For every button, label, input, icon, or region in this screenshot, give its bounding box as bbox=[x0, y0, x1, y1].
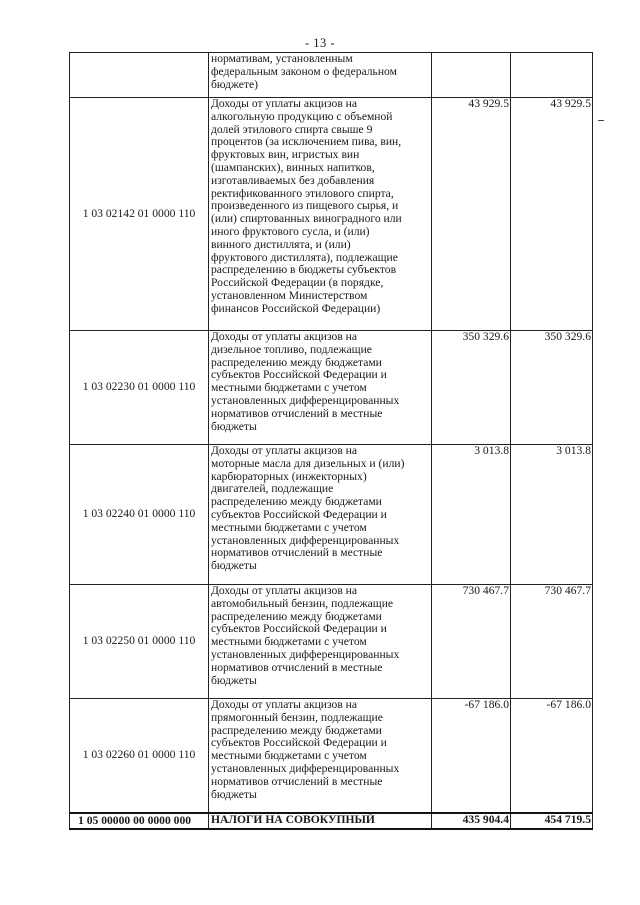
description-cell bbox=[209, 98, 432, 331]
description-line: (шампанских), винных напитков, bbox=[211, 160, 375, 174]
description-line: карбюраторных (инжекторных) bbox=[211, 469, 367, 483]
description-line: распределению между бюджетами bbox=[211, 723, 382, 737]
description-line: винного дистиллята, и (или) bbox=[211, 237, 351, 251]
kbk-code-cell: 1 03 02260 01 0000 110 bbox=[70, 699, 209, 814]
description-line: прямогонный бензин, подлежащие bbox=[211, 710, 383, 724]
description-line: субъектов Российской Федерации и bbox=[211, 507, 387, 521]
description-cell bbox=[209, 53, 432, 98]
kbk-code-cell: 1 05 00000 00 0000 000 bbox=[70, 813, 209, 829]
kbk-code-cell: 1 03 02250 01 0000 110 bbox=[70, 585, 209, 699]
amount-cell-2: 454 719.5 bbox=[511, 813, 593, 829]
amount-cell-2: 43 929.5 bbox=[511, 98, 593, 331]
amount-cell-2: 3 013.8 bbox=[511, 445, 593, 585]
description-line: установленных дифференцированных bbox=[211, 761, 400, 775]
description-line: Российской Федерации (в порядке, bbox=[211, 276, 384, 290]
description-line: фруктовых вин, игристых вин bbox=[211, 148, 360, 162]
description-line: Доходы от уплаты акцизов на bbox=[211, 584, 358, 597]
amount-cell-2: -67 186.0 bbox=[511, 699, 593, 814]
amount-cell-1: 350 329.6 bbox=[432, 331, 511, 445]
table-row bbox=[70, 813, 593, 829]
amount-cell-2: 730 467.7 bbox=[511, 585, 593, 699]
description-line: нормативам, установленным bbox=[211, 52, 353, 65]
amount-cell-1: 43 929.5 bbox=[432, 98, 511, 331]
description-line: Доходы от уплаты акцизов на bbox=[211, 97, 358, 110]
kbk-code-cell bbox=[70, 53, 209, 98]
description-line: иного фруктового сусла, и (или) bbox=[211, 224, 370, 238]
description-line: субъектов Российской Федерации и bbox=[211, 736, 387, 750]
description-line: федеральным законом о федеральном bbox=[211, 64, 397, 78]
description-line: НАЛОГИ НА СОВОКУПНЫЙ bbox=[211, 813, 375, 826]
description-line: финансов Российской Федерации) bbox=[211, 301, 381, 315]
description-line: бюджете) bbox=[211, 77, 258, 91]
description-line: распределению между бюджетами bbox=[211, 609, 382, 623]
description-line: нормативов отчислений в местные bbox=[211, 660, 383, 674]
description-line: местными бюджетами с учетом bbox=[211, 635, 367, 649]
amount-cell-1: 730 467.7 bbox=[432, 585, 511, 699]
description-line: (или) спиртованных виноградного или bbox=[211, 212, 402, 226]
description-line: нормативов отчислений в местные bbox=[211, 406, 383, 420]
table-row bbox=[70, 699, 593, 814]
description-line: ректификованного этилового спирта, bbox=[211, 186, 394, 200]
description-line: установленных дифференцированных bbox=[211, 393, 400, 407]
description-line: бюджеты bbox=[211, 673, 257, 687]
amount-cell-2 bbox=[511, 53, 593, 98]
amount-cell-2: 350 329.6 bbox=[511, 331, 593, 445]
description-line: субъектов Российской Федерации и bbox=[211, 622, 387, 636]
description-line: Доходы от уплаты акцизов на bbox=[211, 698, 358, 711]
description-line: фруктового дистиллята), подлежащие bbox=[211, 250, 398, 264]
description-line: произведенного из пищевого сырья, и bbox=[211, 199, 399, 213]
table-row bbox=[70, 98, 593, 331]
description-line: субъектов Российской Федерации и bbox=[211, 368, 387, 382]
table-row bbox=[70, 445, 593, 585]
description-cell bbox=[209, 699, 432, 814]
description-line: бюджеты bbox=[211, 787, 257, 801]
amount-cell-1: 435 904.4 bbox=[432, 813, 511, 829]
kbk-code-cell: 1 03 02230 01 0000 110 bbox=[70, 331, 209, 445]
description-line: установленном Министерством bbox=[211, 288, 368, 302]
description-line: местными бюджетами с учетом bbox=[211, 520, 367, 534]
description-line: нормативов отчислений в местные bbox=[211, 546, 383, 560]
table-row bbox=[70, 53, 593, 98]
description-line: распределению в бюджеты субъектов bbox=[211, 263, 397, 277]
description-line: автомобильный бензин, подлежащие bbox=[211, 596, 394, 610]
description-cell bbox=[209, 585, 432, 699]
description-line: Доходы от уплаты акцизов на bbox=[211, 330, 358, 343]
description-line: бюджеты bbox=[211, 559, 257, 573]
description-line: местными бюджетами с учетом bbox=[211, 381, 367, 395]
description-line: дизельное топливо, подлежащие bbox=[211, 342, 372, 356]
description-line: моторные масла для дизельных и (или) bbox=[211, 456, 405, 470]
page-number: - 13 - bbox=[304, 36, 336, 50]
table-row bbox=[70, 585, 593, 699]
description-line: распределению между бюджетами bbox=[211, 495, 382, 509]
description-cell bbox=[209, 331, 432, 445]
scan-margin-mark bbox=[598, 120, 604, 121]
kbk-code-cell: 1 03 02240 01 0000 110 bbox=[70, 445, 209, 585]
description-line: долей этилового спирта свыше 9 bbox=[211, 122, 373, 136]
budget-revenue-table bbox=[69, 52, 593, 830]
description-line: установленных дифференцированных bbox=[211, 533, 400, 547]
description-line: нормативов отчислений в местные bbox=[211, 774, 383, 788]
kbk-code-cell: 1 03 02142 01 0000 110 bbox=[70, 98, 209, 331]
amount-cell-1 bbox=[432, 53, 511, 98]
description-cell bbox=[209, 813, 432, 829]
description-cell bbox=[209, 445, 432, 585]
description-line: алкогольную продукцию с объемной bbox=[211, 109, 393, 123]
description-line: изготавливаемых без добавления bbox=[211, 173, 375, 187]
amount-cell-1: -67 186.0 bbox=[432, 699, 511, 814]
description-line: распределению между бюджетами bbox=[211, 355, 382, 369]
description-line: Доходы от уплаты акцизов на bbox=[211, 444, 358, 457]
description-line: бюджеты bbox=[211, 419, 257, 433]
table-row bbox=[70, 331, 593, 445]
description-line: местными бюджетами с учетом bbox=[211, 749, 367, 763]
description-line: установленных дифференцированных bbox=[211, 647, 400, 661]
description-line: процентов (за исключением пива, вин, bbox=[211, 135, 402, 149]
amount-cell-1: 3 013.8 bbox=[432, 445, 511, 585]
description-line: двигателей, подлежащие bbox=[211, 482, 334, 496]
